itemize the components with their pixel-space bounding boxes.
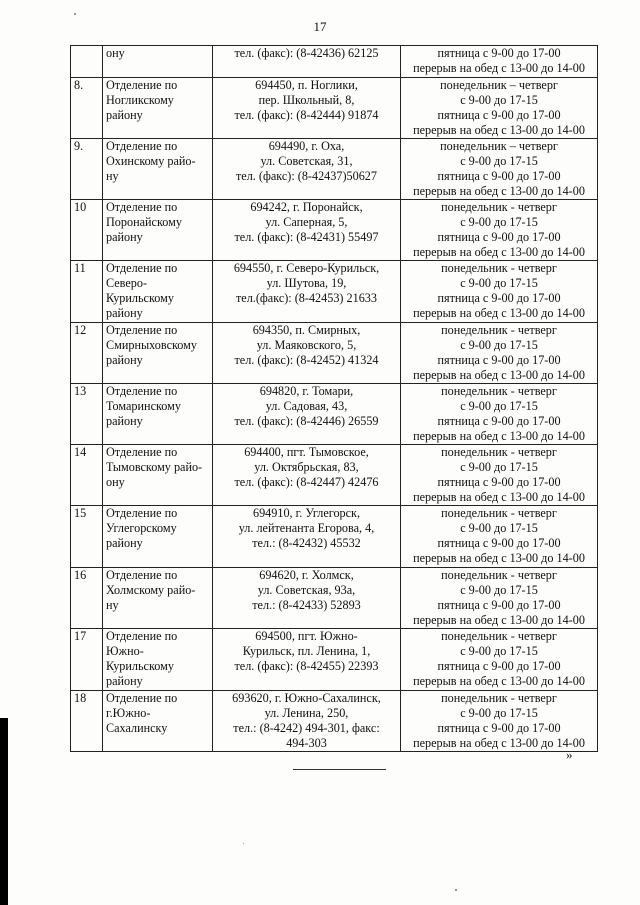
office-hours	[401, 46, 598, 78]
office-name-line: Курильскому	[106, 291, 174, 305]
office-address-line: 693620, г. Южно-Сахалинск,	[232, 691, 381, 705]
office-hours-line: понедельник - четверг	[441, 384, 557, 398]
office-hours-line: перерыв на обед с 13-00 до 14-00	[413, 551, 585, 565]
office-address-line: ул. Маяковского, 5,	[256, 338, 357, 352]
office-name-line: Северо-	[106, 276, 148, 290]
office-hours-line: перерыв на обед с 13-00 до 14-00	[413, 306, 585, 320]
office-hours-line: с 9-00 до 17-15	[460, 583, 538, 597]
table-row	[71, 78, 598, 139]
office-name	[103, 445, 213, 506]
table-row	[71, 46, 598, 78]
office-hours	[401, 568, 598, 629]
office-hours-line: пятница с 9-00 до 17-00	[437, 230, 561, 244]
office-name-line: Южно-	[106, 644, 144, 658]
office-address-line: 694550, г. Северо-Курильск,	[233, 261, 380, 275]
office-hours-line: понедельник - четверг	[441, 445, 557, 459]
row-number	[71, 46, 103, 78]
office-name-line: району	[106, 536, 143, 550]
office-address	[213, 78, 401, 139]
office-hours-line: с 9-00 до 17-15	[460, 706, 538, 720]
office-address	[213, 629, 401, 691]
office-name-line: району	[106, 230, 143, 244]
office-name-line: району	[106, 674, 143, 688]
office-hours	[401, 506, 598, 568]
page-number: 17	[313, 19, 327, 34]
office-hours-line: с 9-00 до 17-15	[460, 215, 538, 229]
office-name	[103, 691, 213, 752]
office-hours-line: понедельник - четверг	[441, 200, 557, 214]
office-name-line: району	[106, 414, 143, 428]
table-row	[71, 261, 598, 323]
office-address-line: тел. (факс): (8-42447) 42476	[234, 475, 379, 489]
office-address-line: 694400, пгт. Тымовское,	[244, 445, 369, 459]
office-name	[103, 384, 213, 445]
office-address-line: ул. Советская, 31,	[260, 154, 353, 168]
office-name-line: Отделение по	[106, 568, 178, 582]
office-name	[103, 629, 213, 691]
office-address	[213, 261, 401, 323]
office-hours	[401, 78, 598, 139]
office-address-line: 694820, г. Томари,	[259, 384, 354, 398]
office-address	[213, 384, 401, 445]
office-hours-line: понедельник - четверг	[441, 323, 557, 337]
office-name-line: г.Южно-	[106, 706, 151, 720]
office-hours-line: понедельник - четверг	[441, 261, 557, 275]
office-name	[103, 506, 213, 568]
office-hours-line: понедельник - четверг	[441, 691, 557, 705]
office-address-line: ул. Октябрьская, 83,	[254, 460, 359, 474]
office-name	[103, 46, 213, 78]
office-address	[213, 445, 401, 506]
office-name-line: Отделение по	[106, 323, 178, 337]
office-name-line: Курильскому	[106, 659, 174, 673]
office-hours-line: пятница с 9-00 до 17-00	[437, 108, 561, 122]
office-address-line: ул. Саперная, 5,	[265, 215, 348, 229]
table-row	[71, 200, 598, 261]
office-hours-line: перерыв на обед с 13-00 до 14-00	[413, 184, 585, 198]
office-address	[213, 46, 401, 78]
office-address-line: пер. Школьный, 8,	[258, 93, 355, 107]
office-name	[103, 200, 213, 261]
office-name-line: Томаринскому	[106, 399, 181, 413]
office-name-line: Охинскому райо-	[106, 154, 196, 168]
office-hours-line: перерыв на обед с 13-00 до 14-00	[413, 123, 585, 137]
office-address-line: тел.: (8-4242) 494-301, факс:	[233, 721, 380, 735]
scan-speck	[455, 889, 457, 891]
table-row	[71, 139, 598, 200]
office-address-line: тел. (факс): (8-42437)50627	[235, 169, 377, 183]
office-address	[213, 139, 401, 200]
office-hours-line: пятница с 9-00 до 17-00	[437, 46, 561, 60]
signature-line	[293, 769, 386, 770]
office-address	[213, 568, 401, 629]
office-hours-line: пятница с 9-00 до 17-00	[437, 291, 561, 305]
office-name-line: Отделение по	[106, 506, 178, 520]
office-name-line: ну	[106, 598, 119, 612]
office-address-line: 694490, г. Оха,	[268, 139, 345, 153]
office-name-line: району	[106, 306, 143, 320]
table-row	[71, 445, 598, 506]
row-number: 11	[71, 261, 103, 323]
office-hours-line: с 9-00 до 17-15	[460, 644, 538, 658]
office-name-line: Отделение по	[106, 200, 178, 214]
row-number: 14	[71, 445, 103, 506]
offices-table-body	[71, 46, 598, 752]
office-hours-line: перерыв на обед с 13-00 до 14-00	[413, 613, 585, 627]
office-name-line: Отделение по	[106, 384, 178, 398]
office-address	[213, 200, 401, 261]
office-address-line: тел. (факс): (8-42431) 55497	[234, 230, 379, 244]
row-number: 10	[71, 200, 103, 261]
office-hours-line: перерыв на обед с 13-00 до 14-00	[413, 368, 585, 382]
office-address-line: тел. (факс): (8-42436) 62125	[234, 46, 379, 60]
office-address-line: ул. Советская, 93а,	[257, 583, 356, 597]
office-hours	[401, 691, 598, 752]
office-address	[213, 323, 401, 384]
office-name-line: Отделение по	[106, 78, 178, 92]
office-hours	[401, 384, 598, 445]
office-hours-line: с 9-00 до 17-15	[460, 276, 538, 290]
office-hours-line: с 9-00 до 17-15	[460, 521, 538, 535]
table-row	[71, 323, 598, 384]
table-row	[71, 629, 598, 691]
office-address-line: тел.(факс): (8-42453) 21633	[235, 291, 377, 305]
office-address-line: 694350, п. Смирных,	[252, 323, 361, 337]
office-hours-line: понедельник - четверг	[441, 506, 557, 520]
office-name-line: Отделение по	[106, 691, 178, 705]
office-address-line: ул. Садовая, 43,	[265, 399, 348, 413]
office-address-line: 694450, п. Ноглики,	[255, 78, 358, 92]
office-name	[103, 139, 213, 200]
office-address-line: 694242, г. Поронайск,	[250, 200, 363, 214]
row-number: 18	[71, 691, 103, 752]
office-hours-line: с 9-00 до 17-15	[460, 154, 538, 168]
office-address	[213, 691, 401, 752]
office-hours	[401, 261, 598, 323]
office-hours-line: пятница с 9-00 до 17-00	[437, 721, 561, 735]
office-hours-line: пятница с 9-00 до 17-00	[437, 169, 561, 183]
office-name-line: Ногликскому	[106, 93, 174, 107]
row-number: 9.	[71, 139, 103, 200]
scan-edge-shadow	[0, 718, 8, 905]
office-name-line: Углегорскому	[106, 521, 177, 535]
office-hours-line: понедельник – четверг	[440, 78, 558, 92]
scan-speck	[74, 13, 76, 15]
row-number: 13	[71, 384, 103, 445]
office-name-line: Сахалинску	[106, 721, 168, 735]
office-hours-line: перерыв на обед с 13-00 до 14-00	[413, 245, 585, 259]
office-name	[103, 261, 213, 323]
office-hours-line: пятница с 9-00 до 17-00	[437, 536, 561, 550]
table-row	[71, 384, 598, 445]
office-hours	[401, 139, 598, 200]
office-address-line: тел.: (8-42432) 45532	[252, 536, 361, 550]
office-hours-line: с 9-00 до 17-15	[460, 399, 538, 413]
office-address-line: тел. (факс): (8-42446) 26559	[234, 414, 379, 428]
row-number: 16	[71, 568, 103, 629]
office-hours	[401, 445, 598, 506]
office-hours-line: пятница с 9-00 до 17-00	[437, 598, 561, 612]
office-address-line: 694500, пгт. Южно-	[255, 629, 358, 643]
office-hours-line: с 9-00 до 17-15	[460, 460, 538, 474]
table-row	[71, 506, 598, 568]
office-address-line: тел. (факс): (8-42455) 22393	[234, 659, 379, 673]
office-hours-line: пятница с 9-00 до 17-00	[437, 414, 561, 428]
office-address-line: ул. Ленина, 250,	[264, 706, 349, 720]
office-hours-line: пятница с 9-00 до 17-00	[437, 475, 561, 489]
office-name-line: ну	[106, 169, 119, 183]
table-row	[71, 568, 598, 629]
office-hours-line: перерыв на обед с 13-00 до 14-00	[413, 674, 585, 688]
office-address-line: Курильск, пл. Ленина, 1,	[242, 644, 371, 658]
office-address-line: ул. лейтенанта Егорова, 4,	[238, 521, 375, 535]
office-hours-line: перерыв на обед с 13-00 до 14-00	[413, 736, 585, 750]
row-number: 12	[71, 323, 103, 384]
office-hours-line: перерыв на обед с 13-00 до 14-00	[413, 61, 585, 75]
office-name-line: Холмскому райо-	[106, 583, 196, 597]
office-name-line: ону	[106, 475, 125, 489]
office-hours	[401, 323, 598, 384]
office-address-line: тел.: (8-42433) 52893	[252, 598, 361, 612]
office-name-line: Поронайскому	[106, 215, 182, 229]
office-name-line: Смирныховскому	[106, 338, 197, 352]
office-name-line: ону	[106, 46, 125, 60]
table-row	[71, 691, 598, 752]
office-address-line: тел. (факс): (8-42452) 41324	[234, 353, 379, 367]
office-name-line: Отделение по	[106, 261, 178, 275]
office-address-line: ул. Шутова, 19,	[266, 276, 347, 290]
office-address-line: 494-303	[286, 736, 327, 750]
scan-speck	[243, 843, 244, 844]
office-address-line: тел. (факс): (8-42444) 91874	[234, 108, 379, 122]
office-name	[103, 323, 213, 384]
office-name-line: району	[106, 108, 143, 122]
office-hours-line: с 9-00 до 17-15	[460, 338, 538, 352]
office-address-line: 694910, г. Углегорск,	[252, 506, 361, 520]
row-number: 15	[71, 506, 103, 568]
office-address	[213, 506, 401, 568]
office-hours-line: понедельник - четверг	[441, 568, 557, 582]
office-name	[103, 568, 213, 629]
office-name-line: району	[106, 353, 143, 367]
closing-quote-mark: »	[566, 747, 573, 762]
office-hours-line: понедельник – четверг	[440, 139, 558, 153]
offices-table	[70, 45, 598, 752]
office-name-line: Тымовскому райо-	[106, 460, 203, 474]
office-address-line: 694620, г. Холмск,	[259, 568, 354, 582]
office-name-line: Отделение по	[106, 139, 178, 153]
office-hours	[401, 629, 598, 691]
row-number: 8.	[71, 78, 103, 139]
office-hours-line: с 9-00 до 17-15	[460, 93, 538, 107]
office-name	[103, 78, 213, 139]
office-hours-line: перерыв на обед с 13-00 до 14-00	[413, 490, 585, 504]
row-number: 17	[71, 629, 103, 691]
office-hours-line: пятница с 9-00 до 17-00	[437, 659, 561, 673]
office-name-line: Отделение по	[106, 445, 178, 459]
office-hours-line: пятница с 9-00 до 17-00	[437, 353, 561, 367]
office-hours	[401, 200, 598, 261]
office-name-line: Отделение по	[106, 629, 178, 643]
office-hours-line: понедельник - четверг	[441, 629, 557, 643]
office-hours-line: перерыв на обед с 13-00 до 14-00	[413, 429, 585, 443]
